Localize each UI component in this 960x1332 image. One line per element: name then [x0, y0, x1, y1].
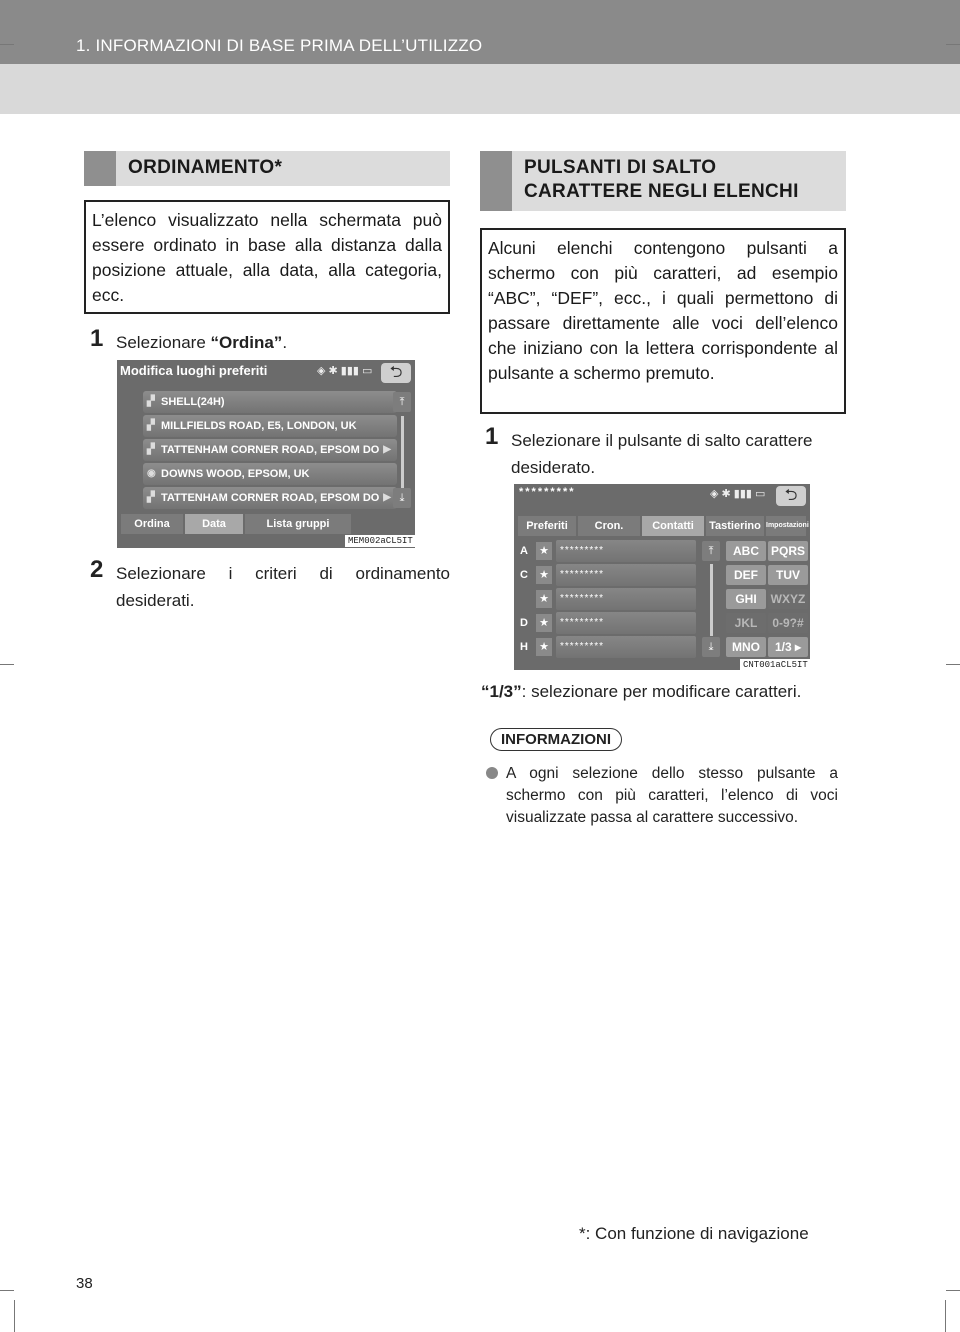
- step-text: Selezionare il pulsante di salto carattere desiderato.: [511, 431, 813, 477]
- heading-tab: [480, 151, 512, 211]
- scroll-bottom-button[interactable]: ⤓: [702, 637, 720, 657]
- scrollbar[interactable]: [710, 564, 713, 636]
- step-text: Selezionare i criteri di ordinamento desiderati.: [116, 564, 450, 610]
- heading-tab: [84, 151, 116, 186]
- favorite-row[interactable]: ▞ TATTENHAM CORNER ROAD, EPSOM DO ▶: [143, 439, 397, 461]
- crop-mark: [945, 1300, 946, 1332]
- favorite-row[interactable]: ▞ TATTENHAM CORNER ROAD, EPSOM DO ▶: [143, 487, 397, 509]
- section-heading-jump: [480, 151, 846, 211]
- arrow-icon: ▶: [383, 444, 391, 455]
- screenshot-contacts: [514, 484, 810, 670]
- ordina-label: “Ordina”: [210, 333, 283, 352]
- jump-button-pqrs[interactable]: PQRS: [768, 541, 808, 561]
- step-1-jump: [485, 423, 847, 481]
- footnote: *: Con funzione di navigazione: [579, 1224, 809, 1243]
- image-code: MEM002aCL5IT: [345, 535, 415, 547]
- back-button[interactable]: ⮌: [776, 486, 806, 506]
- page-toggle-button[interactable]: 1/3 ▸: [768, 637, 808, 657]
- contact-row[interactable]: ★ *********: [516, 588, 700, 610]
- header-sub-band: [0, 64, 960, 114]
- favorite-row[interactable]: ◉ DOWNS WOOD, EPSOM, UK: [143, 463, 397, 485]
- step-2-sort: [90, 556, 450, 614]
- index-letter: C: [520, 569, 528, 581]
- contact-row[interactable]: H ★ *********: [516, 636, 700, 658]
- favorite-row[interactable]: ▞ SHELL(24H): [143, 391, 397, 413]
- scrollbar[interactable]: [401, 416, 404, 488]
- step-number: 2: [90, 556, 104, 583]
- bullet-icon: [486, 767, 498, 779]
- star-icon: ★: [536, 614, 552, 632]
- crop-mark: [0, 44, 14, 45]
- status-icons: ◈ ✱ ▮▮▮ ▭: [317, 365, 373, 377]
- jump-button-wxyz[interactable]: WXYZ: [768, 589, 808, 609]
- tab-data[interactable]: Data: [185, 514, 243, 534]
- contact-row[interactable]: D ★ *********: [516, 612, 700, 634]
- scroll-top-button[interactable]: ⤒: [702, 541, 720, 561]
- jump-button-def[interactable]: DEF: [726, 565, 766, 585]
- tab-ordina[interactable]: Ordina: [121, 514, 183, 534]
- crop-mark: [0, 664, 14, 665]
- info-label: INFORMAZIONI: [490, 728, 622, 751]
- jump-intro-box: Alcuni elenchi contengono pulsanti a schermo con più caratteri, ad esempio “ABC”, “DEF”, ecc., i quali permettono di passare direttamente alle voci dell’elenco che iniziano con la lettera corrispondente al pulsante a schermo premuto.: [480, 228, 846, 414]
- index-letter: A: [520, 545, 528, 557]
- scroll-bottom-button[interactable]: ⤓: [393, 488, 411, 508]
- index-letter: D: [520, 617, 528, 629]
- star-icon: ★: [536, 566, 552, 584]
- flag-icon: ▞: [147, 396, 155, 407]
- step-number: 1: [90, 325, 104, 352]
- jump-button-tuv[interactable]: TUV: [768, 565, 808, 585]
- tab-lista-gruppi[interactable]: Lista gruppi: [245, 514, 351, 534]
- step-number: 1: [485, 423, 499, 450]
- scroll-top-button[interactable]: ⤒: [393, 392, 411, 412]
- step-text: Selezionare “Ordina”.: [116, 333, 288, 352]
- tab-tastierino[interactable]: Tastierino: [706, 516, 764, 536]
- poi-icon: ◉: [147, 468, 156, 479]
- arrow-icon: ▶: [383, 492, 391, 503]
- image-code: CNT001aCL5IT: [740, 659, 810, 670]
- index-letter: H: [520, 641, 528, 653]
- contact-row[interactable]: C ★ *********: [516, 564, 700, 586]
- heading-text: PULSANTI DI SALTO CARATTERE NEGLI ELENCHI: [524, 157, 799, 202]
- star-icon: ★: [536, 590, 552, 608]
- caption-1-3: “1/3”: selezionare per modificare caratteri.: [481, 682, 802, 701]
- section-heading-sort: [84, 151, 450, 186]
- tab-impostazioni[interactable]: Impostazioni: [766, 516, 806, 536]
- jump-button-mno[interactable]: MNO: [726, 637, 766, 657]
- tab-cron-chiam[interactable]: Cron.: [578, 516, 640, 536]
- jump-button-abc[interactable]: ABC: [726, 541, 766, 561]
- flag-icon: ▞: [147, 444, 155, 455]
- status-icons: ◈ ✱ ▮▮▮ ▭: [710, 488, 766, 500]
- jump-button-jkl[interactable]: JKL: [726, 613, 766, 633]
- flag-icon: ▞: [147, 420, 155, 431]
- heading-text: ORDINAMENTO*: [128, 157, 283, 178]
- crop-mark: [14, 1300, 15, 1332]
- star-icon: ★: [536, 542, 552, 560]
- crop-mark: [946, 1290, 960, 1291]
- tab-preferiti[interactable]: Preferiti: [518, 516, 576, 536]
- contact-row[interactable]: A ★ *********: [516, 540, 700, 562]
- jump-button-ghi[interactable]: GHI: [726, 589, 766, 609]
- screen-title: *********: [519, 486, 576, 498]
- star-icon: ★: [536, 638, 552, 656]
- back-button[interactable]: ⮌: [381, 363, 411, 383]
- crop-mark: [0, 1290, 14, 1291]
- chapter-title: 1. INFORMAZIONI DI BASE PRIMA DELL’UTILIZZO: [76, 36, 483, 55]
- jump-button-digits[interactable]: 0-9?#: [768, 613, 808, 633]
- page-number: 38: [76, 1275, 93, 1292]
- step-1-sort: [90, 325, 450, 357]
- screen-title: Modifica luoghi preferiti: [120, 363, 268, 378]
- tab-contatti[interactable]: Contatti: [642, 516, 704, 536]
- sort-intro-box: L’elenco visualizzato nella schermata può essere ordinato in base alla distanza dalla posizione attuale, alla data, alla categoria, ecc.: [84, 200, 450, 314]
- crop-mark: [946, 664, 960, 665]
- crop-mark: [946, 44, 960, 45]
- favorite-row[interactable]: ▞ MILLFIELDS ROAD, E5, LONDON, UK: [143, 415, 397, 437]
- flag-icon: ▞: [147, 492, 155, 503]
- info-note: A ogni selezione dello stesso pulsante a schermo con più caratteri, l’elenco di voci visualizzate passa al carattere successivo.: [506, 763, 838, 829]
- screenshot-favorites: [117, 360, 415, 548]
